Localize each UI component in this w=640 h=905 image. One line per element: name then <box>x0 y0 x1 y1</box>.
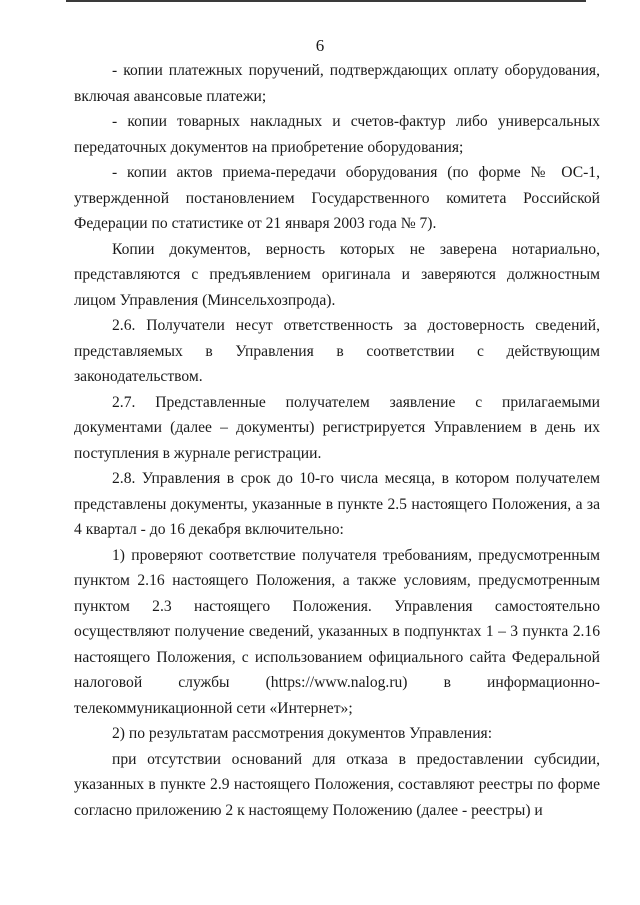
paragraph-transfer-acts: - копии актов приема-передачи оборудования (по форме № ОС-1, утвержденной постановлением Государственного комитета Российской Федерации по статистике от 21 января 2003 года № 7). <box>74 164 600 232</box>
paragraph-2-8: 2.8. Управления в срок до 10-го числа месяца, в котором получателем представлены документы, указанные в пункте 2.5 настоящего Положения, а за 4 квартал - до 16 декабря включительно: <box>74 470 600 538</box>
paragraph-document-copies: Копии документов, верность которых не заверена нотариально, представляются с предъявлением оригинала и заверяются должностным лицом Управления (Минсельхозпрода). <box>74 240 600 309</box>
page-number: 6 <box>315 36 325 55</box>
paragraph-2-6: 2.6. Получатели несут ответственность за достоверность сведений, представляемых в Управления в соответствии с действующим законодательством. <box>74 317 600 385</box>
document-body <box>74 58 600 823</box>
paragraph-2-7: 2.7. Представленные получателем заявление с прилагаемыми документами (далее – документы) регистрируется Управлением в день их поступления в журнале регистрации. <box>74 393 600 462</box>
paragraph-item-1: 1) проверяют соответствие получателя требованиям, предусмотренным пунктом 2.16 настоящего Положения, а также условиям, предусмотренным пунктом 2.3 настоящего Положения. Управления самостоятельно осуществляют получение сведений, указанных в подпунктах 1 – 3 пункта 2.16 настоящего Положения, с использованием официального сайта Федеральной налоговой службы (https://www.nalog.ru) в информационно-телекоммуникационной сети «Интернет»; <box>74 546 600 717</box>
top-border-line <box>66 0 586 2</box>
paragraph-invoices: - копии товарных накладных и счетов-фактур либо универсальных передаточных документов на приобретение оборудования; <box>74 113 600 156</box>
paragraph-payment-orders: - копии платежных поручений, подтверждающих оплату оборудования, включая авансовые платежи; <box>74 62 600 105</box>
paragraph-item-2: 2) по результатам рассмотрения документов Управления: <box>112 725 493 742</box>
paragraph-no-grounds: при отсутствии оснований для отказа в предоставлении субсидии, указанных в пункте 2.9 настоящего Положения, составляют реестры по форме согласно приложению 2 к настоящему Положению (далее - реестры) и <box>74 750 600 819</box>
